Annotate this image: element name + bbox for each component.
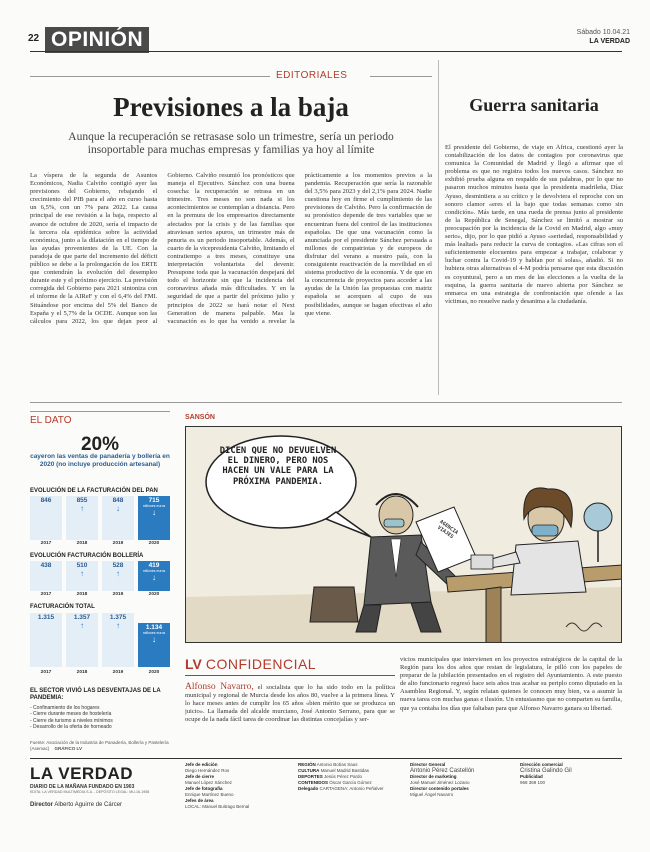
editorial-headline: Previsiones a la baja bbox=[113, 92, 349, 122]
credit-role: CONTENIDOS bbox=[298, 780, 329, 785]
bar-unit: millones euros bbox=[142, 569, 166, 573]
dato-rule bbox=[30, 411, 170, 412]
credit-name: Enrique Martínez Bueno bbox=[185, 792, 234, 797]
footer-subline: EDITA: LA VERDAD MULTIMEDIA S.A. - DEPÓSITO LEGAL: MU-16-1958 bbox=[30, 790, 150, 794]
credit-role: Jefe de fotografía bbox=[185, 786, 223, 791]
bar-value: 848 bbox=[112, 497, 124, 504]
list-item: - Confinamiento de los hogares bbox=[30, 705, 100, 711]
list-item: - Cierre de turismo a niveles mínimos bbox=[30, 717, 113, 724]
chart-total-years bbox=[30, 670, 170, 675]
year-label: 2020 bbox=[148, 541, 160, 546]
chart-pan-title: EVOLUCIÓN DE LA FACTURACIÓN DEL PAN bbox=[30, 488, 158, 494]
chart-total bbox=[30, 613, 170, 667]
bar-value: 528 bbox=[112, 562, 124, 569]
director-name: Alberto Aguirre de Cárcer bbox=[54, 802, 123, 808]
chart-total-bar bbox=[66, 613, 98, 667]
bar-unit: millones euros bbox=[142, 631, 166, 635]
el-dato-label: EL DATO bbox=[30, 415, 72, 426]
chart-total-bar bbox=[30, 613, 62, 667]
credit-name: 968 369 100 bbox=[520, 780, 546, 785]
year-label: 2019 bbox=[112, 541, 124, 546]
credit-role: CULTURA bbox=[298, 768, 320, 773]
chart-pan-bar bbox=[138, 496, 170, 540]
editorial-deck: Aunque la recuperación se retrasase solo un trimestre, sería un periodo insoportable para muchas empresas y familias ya hoy al límite bbox=[68, 131, 394, 156]
credit-role: DEPORTES bbox=[298, 774, 323, 779]
editorial-section-label: EDITORIALES bbox=[276, 70, 348, 81]
credit-role: Director contenido portales bbox=[410, 786, 469, 791]
list-item: - Desarrollo de la oferta de horneado bbox=[30, 723, 112, 730]
credits-col3 bbox=[410, 762, 510, 798]
chart-pan-bar bbox=[66, 496, 98, 540]
director-label: Director bbox=[30, 802, 54, 808]
confidencial-word: CONFIDENCIAL bbox=[205, 656, 317, 672]
chart-pan-bar bbox=[30, 496, 62, 540]
confidencial-lead: Alfonso Navarro, bbox=[185, 682, 254, 692]
impacto-title: EL SECTOR VIVIÓ LAS DESVENTAJAS DE LA PANDEMIA: bbox=[30, 688, 161, 701]
year-label: 2019 bbox=[112, 670, 124, 675]
chart-pan-years bbox=[30, 541, 170, 546]
arrow-down-icon: ↓ bbox=[152, 508, 156, 517]
credit-name: Óscar García Gómez bbox=[329, 780, 372, 785]
credits-col2 bbox=[298, 762, 398, 792]
credit-name: Jesús Pérez Pardo bbox=[324, 774, 363, 779]
credit-role: Dirección comercial bbox=[520, 762, 563, 767]
source-text: Fuente: Asociación de la Industria de Panadería, Bollería y Pastelería (Asemac) bbox=[30, 740, 169, 751]
year-label: 2017 bbox=[40, 541, 52, 546]
chart-bolleria-bar bbox=[30, 561, 62, 591]
column-divider bbox=[438, 60, 439, 395]
bar-value: 438 bbox=[40, 562, 52, 569]
credit-role: Director de marketing bbox=[410, 774, 457, 779]
credit-name: Antonio Pérez Castellón bbox=[410, 768, 475, 774]
year-label: 2017 bbox=[40, 592, 52, 597]
confidencial-lv: LV bbox=[185, 656, 202, 672]
credit-name: Diego Hernández Ros bbox=[185, 768, 230, 773]
bar-value: 419 bbox=[148, 562, 160, 569]
arrow-up-icon: ↑ bbox=[116, 569, 120, 578]
chart-pan bbox=[30, 496, 170, 540]
credit-name: Manuel Madrid Bastidas bbox=[320, 768, 369, 773]
arrow-up-icon: ↑ bbox=[80, 621, 84, 630]
arrow-up-icon: ↑ bbox=[80, 504, 84, 513]
credits-col1 bbox=[185, 762, 285, 810]
header-date: Sábado 10.04.21 bbox=[576, 29, 630, 36]
credit-name: CARTAGENA: Antonio Peñalver bbox=[319, 786, 384, 791]
footer-rule bbox=[30, 758, 622, 759]
dato-caption: cayeron las ventas de panadería y bollería en 2020 (no incluye producción artesanal) bbox=[30, 453, 170, 468]
bar-value: 855 bbox=[76, 497, 88, 504]
credit-role: REGIÓN bbox=[298, 762, 316, 767]
footer-tagline: DIARIO DE LA MAÑANA FUNDADO EN 1903 bbox=[30, 784, 135, 790]
chart-total-bar bbox=[138, 623, 170, 667]
arrow-up-icon: ↑ bbox=[116, 621, 120, 630]
year-label: 2020 bbox=[148, 592, 160, 597]
side-editorial-headline: Guerra sanitaria bbox=[469, 95, 599, 115]
credit-name: Manuel López Sánchez bbox=[185, 780, 233, 785]
page-number: 22 bbox=[28, 33, 40, 44]
credit-role: Jefe de cierre bbox=[185, 774, 215, 779]
chart-bolleria bbox=[30, 561, 170, 591]
editorial-rule bbox=[30, 76, 270, 77]
arrow-down-icon: ↓ bbox=[152, 635, 156, 644]
bar-value: 715 bbox=[148, 497, 160, 504]
bar-value: 1.357 bbox=[73, 614, 91, 621]
arrow-up-icon: ↑ bbox=[80, 569, 84, 578]
chart-bolleria-title: EVOLUCIÓN FACTURACIÓN BOLLERÍA bbox=[30, 553, 144, 559]
arrow-down-icon: ↓ bbox=[116, 504, 120, 513]
year-label: 2018 bbox=[76, 670, 88, 675]
cartoon-speech: DICEN QUE NO DEVUELVEN EL DINERO, PERO NOS HACEN UN VALE PARA LA PRÓXIMA PANDEMIA. bbox=[219, 446, 337, 487]
bar-value: 1.315 bbox=[37, 614, 55, 621]
credits-col4 bbox=[520, 762, 620, 786]
impacto-list bbox=[30, 705, 170, 730]
footer-logo: LA VERDAD bbox=[30, 764, 134, 783]
graphic-credit: GRÁFICO LV bbox=[54, 745, 82, 751]
chart-pan-bar bbox=[102, 496, 134, 540]
chart-total-bar bbox=[102, 613, 134, 667]
bar-value: 1.375 bbox=[109, 614, 127, 621]
side-editorial-body: El presidente del Gobierno, de viaje en África, cuestionó ayer la contabilización de los datos de contagios por coronavirus que comunica la Comunidad de Madrid y llegó a afirmar que el problema es que no registra todos los nuevos casos. Sánchez no exhibió prueba alguna en respaldo de sus palabras, por lo que no pasaron muchos minutos hasta que la presidenta madrileña, Díaz Ayuso, desmintiera a su crítico y le devolviera el reproche con un sonoro clamor «eres el la bajo que todas semanas como sin condición». Más tarde, en una rueda de prensa junto al presidente de la República de Senegal, Sánchez se limitó a mostrar su preocupación por la incidencia de la Covid en Madrid, algo «muy serio», dijo, por lo que pidió a Ayuso «seriedad, responsabilidad y más lealtad» para reducir la curva de contagios. «Las cifras son el suficientemente elocuentes para empezar a trabajar, colaborar y luchar contra la Covid-19 y hablan por sí solas», añadió. Si no hubiera otras alternativas el 4-M podría pensarse que esta discusión es coyuntural, pero a un mes de las elecciones a la vuelta de la esquina, la guerra sanitaria de nuevo abierta por Sánchez se enmarca en una estrategia de confrontación que ofende a las víctimas, no resuelve nada y desanima a la ciudadanía. bbox=[445, 144, 623, 305]
confidencial-text-col2: vicios municipales que intervienen en los proyectos estratégicos de la capital de la Región para los dos años que restan de legislatura, le pilló con los papeles de preparar de la jubilación presentados en el registro del Ayuntamiento. A este puesto de alto funcionario regresó hace seis años tras acabar su periplo como diputado en la Asamblea Regional. Y, según relatan quienes le conocen muy bien, va a asumir la nueva tarea con muchas ganas e ilusión. Un entusiasmo que no comparten su familia, que ya contaba los días que faltaban para que Alfonso Navarro ganara su libertad. bbox=[400, 656, 622, 712]
credit-name: Antonio Botías Saus bbox=[316, 762, 358, 767]
credit-role: Jefe de edición bbox=[185, 762, 218, 767]
credit-role: Delegado bbox=[298, 786, 319, 791]
year-label: 2017 bbox=[40, 670, 52, 675]
year-label: 2019 bbox=[112, 592, 124, 597]
year-label: 2018 bbox=[76, 592, 88, 597]
list-item: - Cierre durante meses de hostelería bbox=[30, 711, 112, 718]
bar-value: 846 bbox=[40, 497, 52, 504]
confidencial-rule bbox=[185, 675, 395, 676]
credit-role: Jefes de área bbox=[185, 798, 214, 803]
chart-bolleria-bar bbox=[66, 561, 98, 591]
arrow-down-icon: ↓ bbox=[152, 573, 156, 582]
bar-unit: millones euros bbox=[142, 504, 166, 508]
cartoon-document-label: AGENCIA VIAJES bbox=[436, 519, 460, 541]
header-paper-name: LA VERDAD bbox=[589, 38, 630, 45]
credit-name: Miguel Ángel Navarro bbox=[410, 792, 454, 797]
dato-source bbox=[30, 740, 170, 751]
cartoon-author-label: SANSÓN bbox=[185, 414, 215, 421]
credit-name: José Manuel Jiménez Lozano bbox=[410, 780, 470, 785]
editorial-body: La víspera de la segunda de Asuntos Económicos, Nadia Calviño contigió ayer las previsiones del Gobierno, rebajando el crecimiento del PIB para el año en curso hasta un 6,5%, con un 7% para 2022. La causa principal de ese revisión a la baja, respecto al avance de octubre de 2020, sería el impacto de la tercera ola epidémica sobre la actividad económica, junto a la dilatación en el tiempo de las ayudas provenientes de la UE. Con la paradoja de que parte del incremento del déficit público se debe a la prolongación de los ERTE que contendrán la evolución del desempleo durante este y el próximo ejercicio. La previsión corregida del Gobierno para 2021 sintoniza con el informe de la AIReF y con el 6,4% del FMI. Situándose por encima del 5% del Banco de España y el 5,7% de la OCDE. Aunque son las cálculos para 2022, los que dejan peor al Gobierno. Calviño resumió los pronósticos que maneja el Ejecutivo. Sánchez con una buena cosecha: la recuperación se retrasa en un trimestre. Tres meses no son nada si los acontecimientos se contemplan a distancia. Pero en la premura de los empresarios directamente afectados por la crisis y de las familias que atraviesan serios apuros, un trimestre más de penuria es un periodo insoportable. Además, el cuarto de la vicepresidenta Calviño, limitando el contratiempo a tres meses, constituye una interpretación voluntarista del devenir. Presupone toda que la vacunación despejará del todo el horizonte sin que la incidencia del coronavirus añada más dificultades. Y en la seguridad de que a partir del próximo julio y principios de 2022 se hará notar el Next Generation de manera palpable. Mas la vacunación es lo que ha venido a revelar la prácticamente a los momentos previos a la pandemia. Recuperación que sería la razonable del 3,5% para 2023 y del 2,1% para 2024. Nadie cuestiona hoy en firme el cumplimiento de las previsiones de Calviño. Pero la confirmación de su pronóstico depende de tres variables que se encuentran fuera del control de las instituciones españolas. De que una vacunación como la anunciada por el presidente Sánchez persuada a millones de compatriotas y de europeos de disfrutar del verano a nuestro país, con la consiguiente reactivación de la movilidad en el sistema productivo de la economía. Y de que en la concurrencia de proyectos para acceder a las ayudas de la Unión las propuestas con matriz española se acerquen al cupo de sus posibilidades, aunque se hagan efectivas el año que viene. bbox=[30, 172, 432, 325]
credit-name: LOCAL: Manuel Buitrago Bernal bbox=[185, 804, 250, 809]
chart-bolleria-bar bbox=[102, 561, 134, 591]
credit-role: Director General bbox=[410, 762, 446, 767]
chart-bolleria-bar bbox=[138, 561, 170, 591]
credit-name: Cristina Galindo Gil bbox=[520, 768, 572, 774]
section-title: OPINIÓN bbox=[45, 27, 149, 53]
dato-percent: 20% bbox=[80, 434, 120, 455]
chart-total-title: FACTURACIÓN TOTAL bbox=[30, 604, 95, 610]
footer-director bbox=[30, 802, 122, 808]
header-rule bbox=[30, 51, 622, 52]
bar-value: 1.134 bbox=[145, 624, 163, 631]
section-divider bbox=[30, 402, 622, 403]
confidencial-logo bbox=[185, 656, 316, 674]
bar-value: 510 bbox=[76, 562, 88, 569]
chart-bolleria-years bbox=[30, 592, 170, 597]
credit-role: Publicidad bbox=[520, 774, 543, 779]
editorial-rule bbox=[370, 76, 432, 77]
year-label: 2020 bbox=[148, 670, 160, 675]
confidencial-text-col1 bbox=[185, 682, 395, 738]
confidencial-body-1: el socialista que lo ha sido todo en la política municipal y regional de Murcia desde los años 80, vuelve a la primera línea. Y lo hace meses antes de cumplir los 65 años «bien mérito que se produzca un juicio». La llamada del alcalde murciano, José Antonio Serrano, para que se ocupe de la nada fácil tarea de coordinar las distintas concejalías y ser- bbox=[185, 684, 395, 724]
year-label: 2018 bbox=[76, 541, 88, 546]
